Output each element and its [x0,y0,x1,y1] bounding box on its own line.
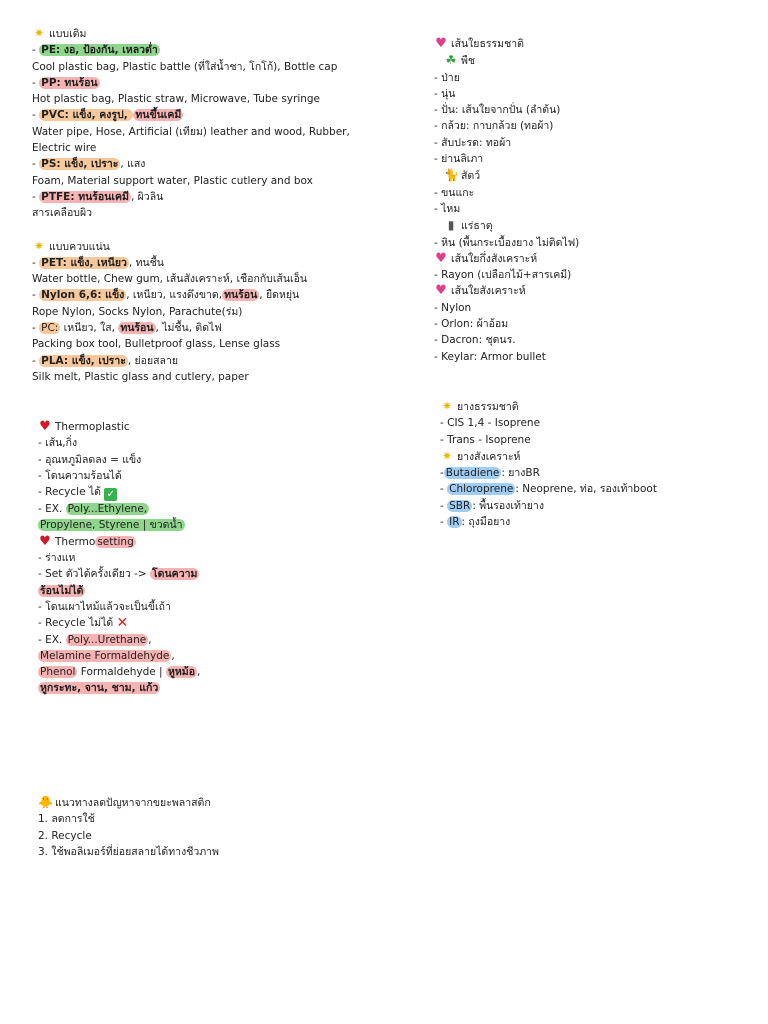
shamrock-icon: ☘ [445,53,457,68]
pc-line: - PC: เหนียว, ใส, ทนร้อน , ไม่ชื้น, ติดไฟ [32,322,222,335]
plant-item: - สับปะรด: ทอผ้า [434,136,512,149]
pink-heart-icon: ♥ [435,250,447,266]
semi-synthetic-heading: ♥ เส้นใยกึ่งสังเคราะห์ [435,250,538,266]
pc-desc: Packing box tool, Bulletproof glass, Lense glass [32,338,281,351]
nylon-line: - Nylon 6,6: แข็ง , เหนียว, แรงดึงขาด, ทนร้อน , ยืดหยุ่น [32,289,300,302]
semi-synthetic-item: - Rayon (เปลือกไม้+สารเคมี) [434,269,572,282]
animal-heading: 🐈 สัตว์ [444,168,481,183]
thermoplastic-point: - อุณหภูมิลดลง = แข็ง [38,453,142,466]
thermosetting-heading: ♥ Thermo setting [39,533,134,549]
cat-icon: 🐈 [444,168,459,183]
natural-fiber-heading: ♥ เส้นใยธรรมชาติ [435,36,524,51]
red-heart-icon: ♥ [39,419,51,434]
synthetic-rubber-item: - Butadiene : ยางBR [440,467,540,480]
fibers-section [434,36,754,365]
thermoplastic-recycle: - Recycle ได้ ✓ [38,484,278,501]
pla-desc: Silk melt, Plastic glass and cutlery, paper [32,370,249,383]
synthetic-rubber-item: - Chloroprene : Neoprene, ท่อ, รองเท้าboot [440,483,657,496]
plastics-section [32,25,412,385]
check-mark-icon: ✓ [104,488,117,501]
pp-line: - PP: ทนร้อน [32,76,98,89]
solutions-section [38,794,338,860]
thermoplastic-example-cont: Propylene, Styrene | ขวดน้ำ [40,519,183,532]
plant-item: - ป่าย [434,71,460,84]
plant-item: - นุ่น [434,87,456,100]
pvc-line: - PVC: แข็ง, คงรูป, ทนขึ้นเคมี [32,109,182,122]
synthetic-item: - Nylon [434,301,472,314]
pla-line: - PLA: แข็ง, เปราะ , ย่อยสลาย [32,354,179,367]
pe-desc: Cool plastic bag, Plastic battle (ที่ใส่น้ำชา, โกโก้), Bottle cap [32,60,338,73]
ptfe-desc: สารเคลือบผิว [32,207,93,220]
animal-item: - ไหม [434,202,461,215]
pvc-desc-1: Water pipe, Hose, Artificial (เทียม) leather and wood, Rubber, [32,125,350,138]
red-heart-icon: ♥ [39,533,51,549]
pvc-desc-2: Electric wire [32,142,97,155]
synthetic-rubber-item: - IR : ถุงมือยาง [440,516,511,529]
sparkle-star-icon: ✷ [441,399,453,413]
pet-line: - PET: แข็ง, เหนียว , ทนชื้น [32,256,164,269]
thermo-section [38,419,278,697]
plant-item: - กล้วย: กาบกล้วย (ทอผ้า) [434,120,554,133]
nylon-desc: Rope Nylon, Socks Nylon, Parachute(ร่ม) [32,305,243,318]
solution-item: 3. ใช้พอลิเมอร์ที่ย่อยสลายได้ทางชีวภาพ [38,845,219,858]
plant-item: - ปั่น: เส้นใยจากปั่น (ลำต้น) [434,104,561,117]
thermoplastic-example: - EX. Poly...Ethylene, [38,503,148,516]
animal-item: - ขนแกะ [434,186,475,199]
rubber-section [440,398,760,530]
ps-desc: Foam, Material support water, Plastic cutlery and box [32,174,313,187]
thermosetting-example: - EX. Poly...Urethane , [38,633,152,646]
solutions-heading: 🐥 แนวทางลดปัญหาจากขยะพลาสติก [38,795,211,809]
ps-line: - PS: แข็ง, เปราะ , แสง [32,158,146,171]
natural-rubber-heading: ✷ ยางธรรมชาติ [441,399,519,413]
pet-desc: Water bottle, Chew gum, เส้นสังเคราะห์, เชือกกับเส้นเอ็น [32,273,308,286]
thermosetting-point: - ร่างแห [38,552,76,565]
thermoplastic-point: - โดนความร้อนได้ [38,469,122,482]
thermosetting-recycle: - Recycle ไม่ได้ ✕ [38,615,129,632]
mineral-item: - หิน (พื้นกระเบื้องยาง ไม่ติดไฟ) [434,236,580,249]
synthetic-rubber-heading: ✷ ยางสังเคราะห์ [441,448,521,463]
synthetic-rubber-item: - SBR : พื้นรองเท้ายาง [440,499,544,512]
solution-item: 2. Recycle [38,829,92,842]
plant-item: - ย่านลิเภา [434,153,484,166]
thermosetting-point-cont: ร้อนไม่ได้ [40,584,84,597]
natural-rubber-item: - Trans - Isoprene [440,433,531,446]
synthetic-item: - Keylar: Armor bullet [434,350,546,363]
mineral-heading: ▮ แร่ธาตุ [434,217,754,234]
sparkle-star-icon: ✷ [441,448,453,463]
ptfe-line: - PTFE: ทนร้อนเคมี , ผิวลิน [32,190,164,203]
thermosetting-example-cont: หูกระทะ, จาน, ชาม, แก้ว [40,682,159,695]
natural-rubber-item: - CIS 1,4 - Isoprene [440,417,541,430]
synthetic-item: - Dacron: ชุดนร. [434,334,516,347]
sparkle-star-icon: ✷ [33,238,45,253]
solution-item: 1. ลดการใช้ [38,813,95,826]
plant-heading: ☘ พืช [445,53,476,68]
rock-icon: ▮ [447,218,455,233]
thermosetting-example-cont: Phenol Formaldehyde | หูหม้อ , [40,666,201,679]
thermoplastic-heading: ♥ Thermoplastic [39,419,130,434]
pp-desc: Hot plastic bag, Plastic straw, Microwave, Tube syringe [32,93,321,106]
cross-mark-icon: ✕ [116,615,129,632]
thermosetting-point: - Set ตัวได้ครั้งเดียว -> โดนความ [38,568,198,581]
synthetic-item: - Orlon: ผ้าอ้อม [434,318,509,331]
thermosetting-example-cont: Melamine Formaldehyde , [40,649,175,662]
sparkle-star-icon: ✷ [33,26,45,40]
thermosetting-point: - โดนเผาไหม้แล้วจะเป็นขี้เถ้า [38,600,171,613]
thermoplastic-point: - เส้น,กิ่ง [38,437,78,450]
pink-heart-icon: ♥ [435,36,447,51]
synthetic-heading: ♥ เส้นใยสังเคราะห์ [435,283,526,299]
addition-heading: ✷ แบบเติม [33,26,87,40]
pe-line: - PE: งอ, ป้องกัน, เหลวต่ำ [32,44,158,57]
chick-icon: 🐥 [38,795,53,809]
pink-heart-icon: ♥ [435,283,447,299]
condensation-heading: ✷ แบบควบแน่น [33,238,110,253]
